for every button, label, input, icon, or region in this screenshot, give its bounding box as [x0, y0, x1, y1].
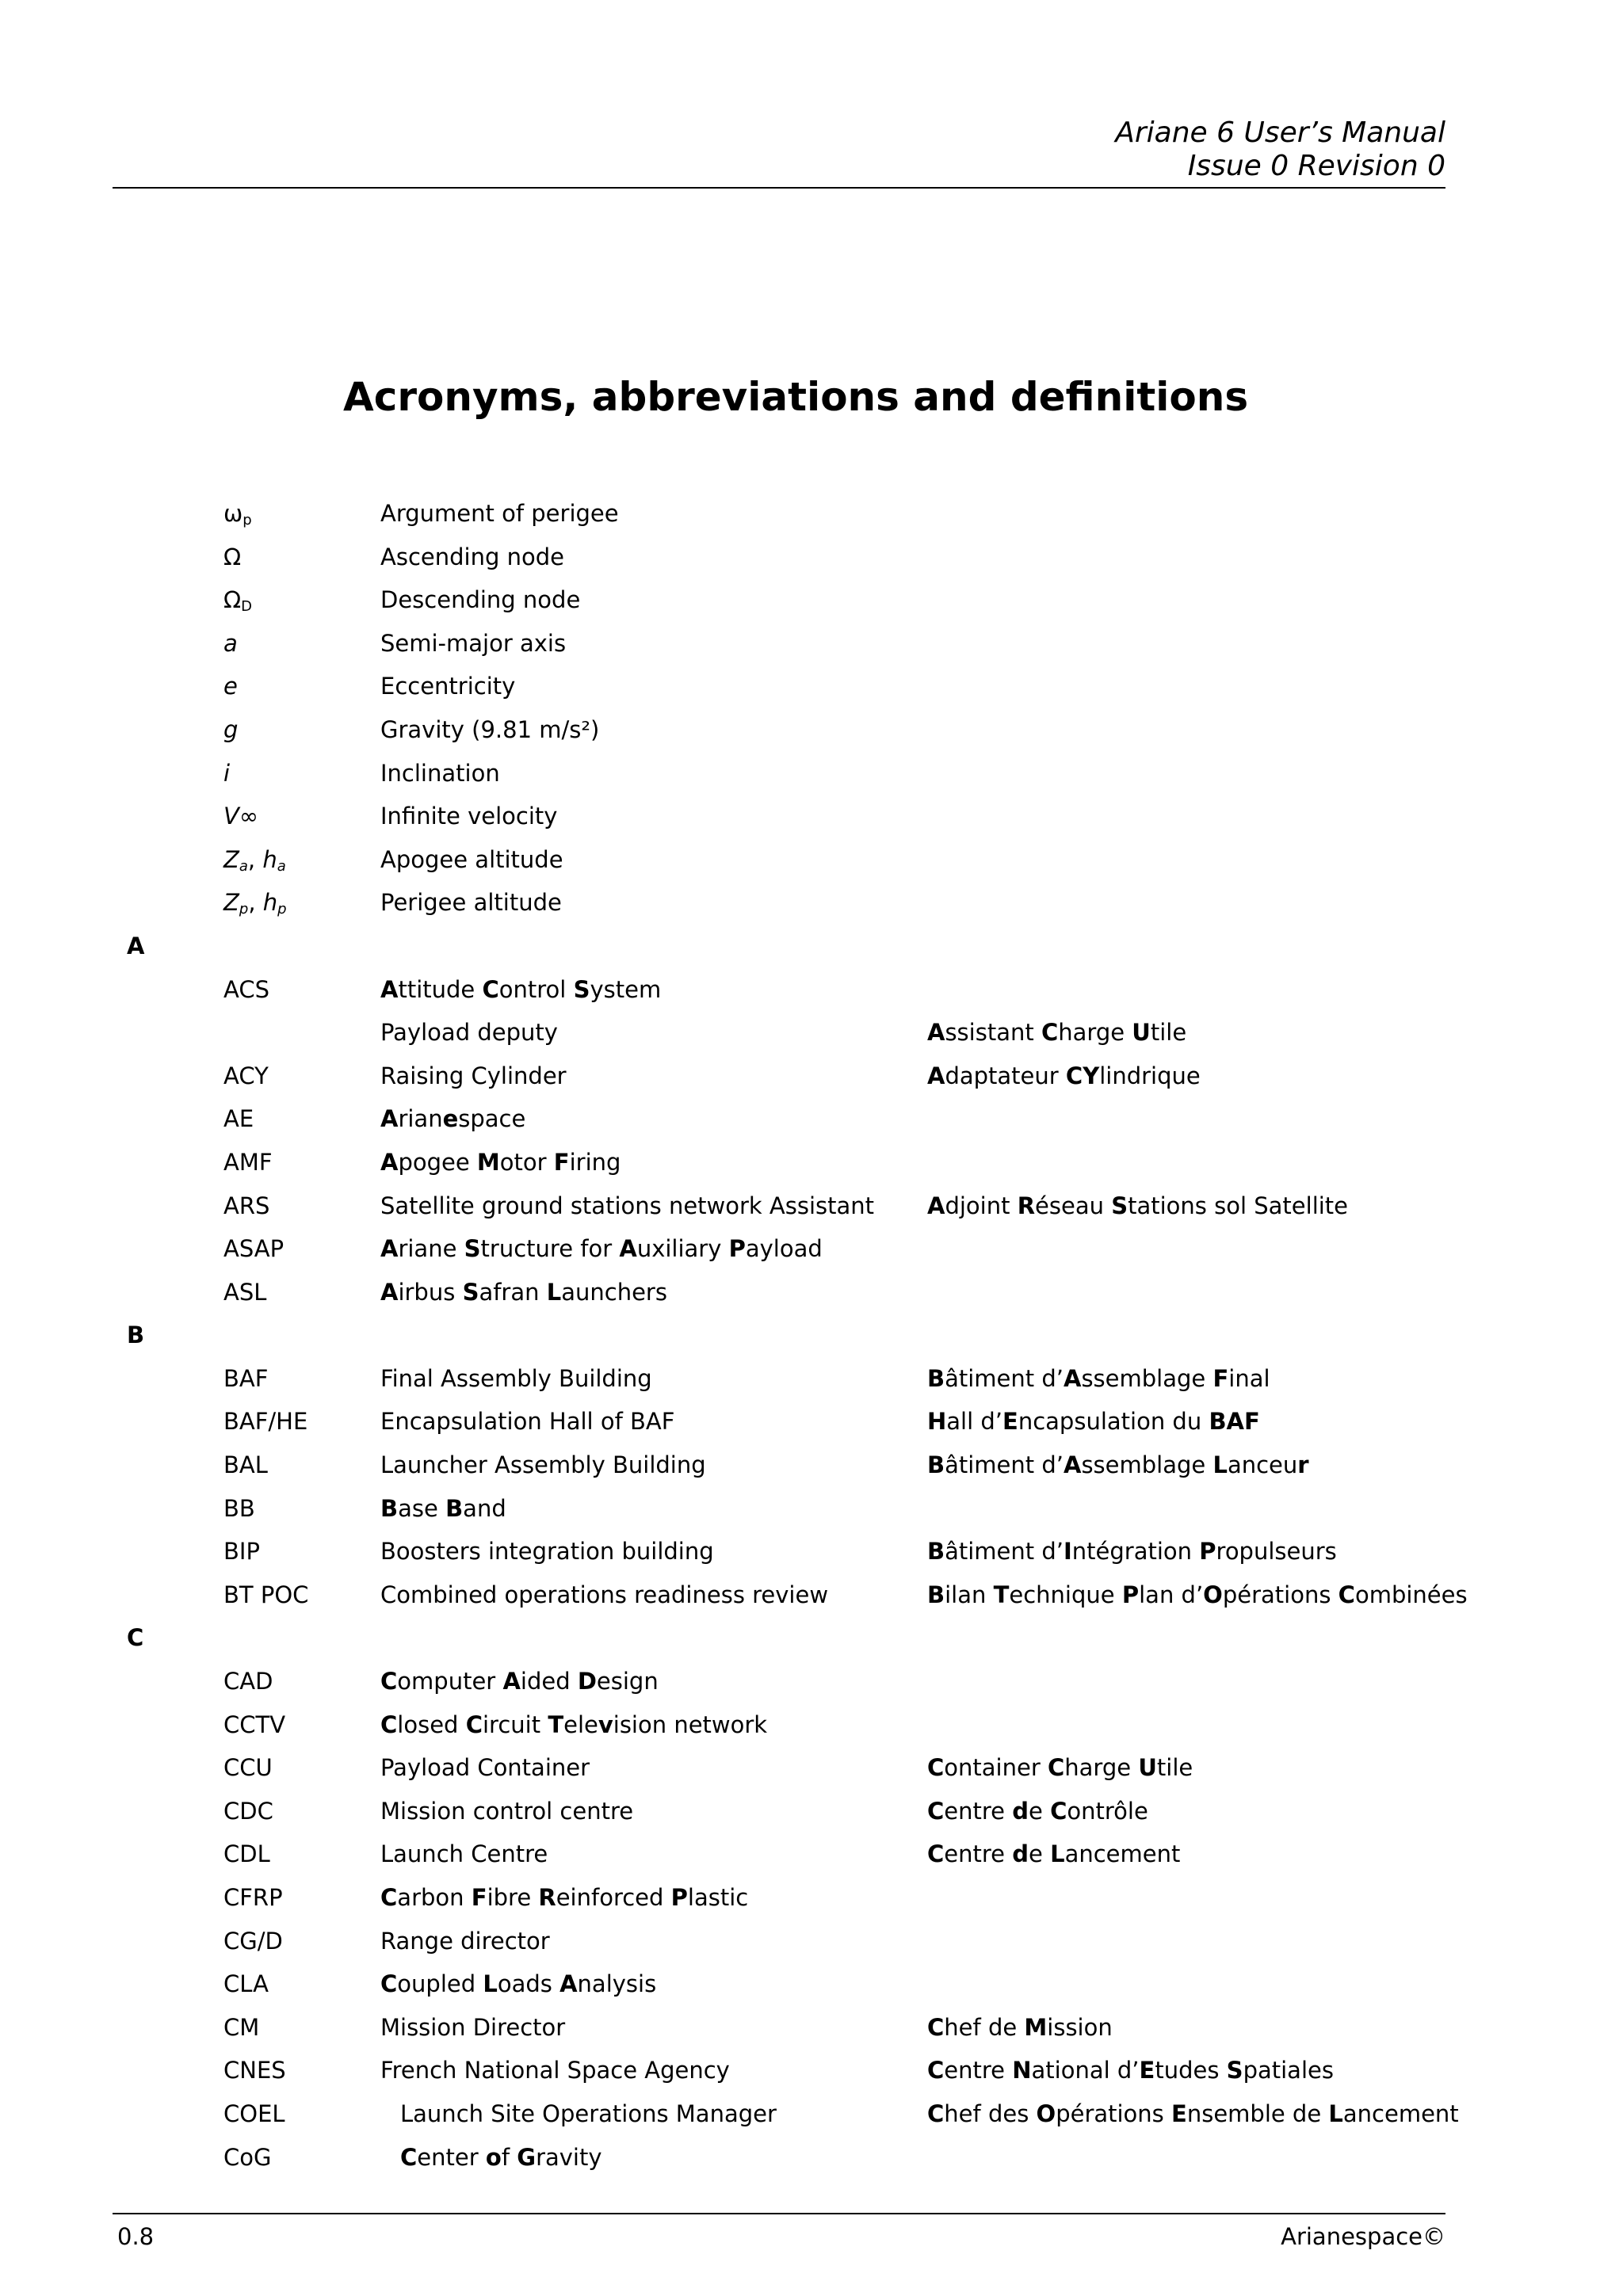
acronym: ASL — [223, 1278, 267, 1306]
english-definition: Ariane Structure for Auxiliary Payload — [380, 1235, 823, 1263]
acronym-row — [0, 1920, 1623, 1963]
acronym-row — [0, 1573, 1623, 1617]
symbol-row — [0, 752, 1623, 795]
symbol: Ω — [223, 543, 242, 570]
acronym-row — [0, 1271, 1623, 1314]
english-definition: Arianespace — [380, 1105, 526, 1133]
acronym-list — [0, 492, 1623, 2179]
symbol-row — [0, 622, 1623, 666]
symbol-row — [0, 665, 1623, 708]
english-definition: Payload Container — [380, 1754, 590, 1782]
symbol-definition: Perigee altitude — [380, 889, 562, 917]
acronym-row — [0, 1184, 1623, 1228]
english-definition: Launcher Assembly Building — [380, 1451, 706, 1479]
symbol-definition: Infinite velocity — [380, 803, 558, 830]
symbol-row — [0, 795, 1623, 838]
page-title: Acronyms, abbreviations and definitions — [343, 374, 1249, 420]
english-definition: Boosters integration building — [380, 1538, 714, 1566]
french-definition: Adjoint Réseau Stations sol Satellite — [927, 1192, 1349, 1219]
acronym-row — [0, 968, 1623, 1012]
acronym-row — [0, 1790, 1623, 1833]
acronym-row — [0, 2006, 1623, 2050]
acronym: COEL — [223, 2100, 285, 2127]
english-definition: Closed Circuit Television network — [380, 1711, 768, 1738]
acronym-row — [0, 1357, 1623, 1401]
acronym-row — [0, 1400, 1623, 1444]
section-letter: B — [127, 1322, 145, 1349]
symbol: $\Omega_D$ — [223, 586, 253, 616]
symbol: g — [223, 715, 239, 743]
acronym-row — [0, 1660, 1623, 1703]
english-definition: Raising Cylinder — [380, 1062, 567, 1089]
symbol-definition: Semi-major axis — [380, 629, 567, 657]
english-definition: Satellite ground stations network Assistant — [380, 1192, 875, 1219]
french-definition: Bâtiment d’Intégration Propulseurs — [927, 1538, 1337, 1566]
english-definition: Payload deputy — [380, 1019, 558, 1047]
english-definition: Computer Aided Design — [380, 1668, 659, 1695]
symbol-definition: Eccentricity — [380, 673, 516, 700]
english-definition: Base Band — [380, 1494, 506, 1522]
symbol: $\omega_p$ — [223, 500, 252, 528]
section-letter-row — [0, 1616, 1623, 1660]
acronym: AMF — [223, 1148, 273, 1176]
acronym-row — [0, 1055, 1623, 1098]
header-issue-revision: Issue 0 Revision 0 — [1187, 150, 1445, 182]
english-definition: Carbon Fibre Reinforced Plastic — [380, 1884, 749, 1911]
english-definition: Range director — [380, 1927, 550, 1955]
footer-company: Arianespace© — [1281, 2223, 1445, 2250]
page-header — [113, 113, 1445, 189]
acronym-row — [0, 1011, 1623, 1055]
acronym-row — [0, 1746, 1623, 1790]
english-definition: Launch Site Operations Manager — [400, 2100, 777, 2127]
english-definition: Final Assembly Building — [380, 1364, 652, 1392]
french-definition: Hall d’Encapsulation du BAF — [927, 1408, 1260, 1436]
acronym: CFRP — [223, 1884, 283, 1911]
acronym: CDC — [223, 1797, 273, 1825]
english-definition: Mission Director — [380, 2013, 566, 2041]
acronym-row — [0, 2136, 1623, 2180]
symbol-row — [0, 536, 1623, 579]
english-definition: Center of Gravity — [400, 2143, 602, 2171]
acronym: CCU — [223, 1754, 273, 1782]
symbol: $Z_p$, $h_p$ — [223, 889, 287, 918]
french-definition: Bilan Technique Plan d’Opérations Combinées — [927, 1581, 1468, 1608]
acronym: ACS — [223, 975, 269, 1003]
acronym-row — [0, 1703, 1623, 1747]
french-definition: Chef de Mission — [927, 2013, 1113, 2041]
acronym: BB — [223, 1494, 255, 1522]
acronym: CLA — [223, 1970, 269, 1998]
english-definition: Encapsulation Hall of BAF — [380, 1408, 675, 1436]
acronym-row — [0, 1833, 1623, 1876]
acronym: CM — [223, 2013, 260, 2041]
acronym-row — [0, 1487, 1623, 1531]
section-letter: C — [127, 1624, 144, 1652]
english-definition: Coupled Loads Analysis — [380, 1970, 657, 1998]
acronym: BAF/HE — [223, 1408, 308, 1436]
english-definition: Apogee Motor Firing — [380, 1148, 621, 1176]
symbol: V∞ — [223, 803, 258, 830]
french-definition: Centre de Contrôle — [927, 1797, 1148, 1825]
header-document-title: Ariane 6 User’s Manual — [1115, 116, 1445, 149]
english-definition: French National Space Agency — [380, 2057, 730, 2084]
acronym-row — [0, 1097, 1623, 1141]
acronym: CDL — [223, 1840, 270, 1868]
symbol: $Z_a$, $h_a$ — [223, 845, 286, 875]
acronym: CG/D — [223, 1927, 283, 1955]
symbol-row — [0, 492, 1623, 536]
acronym-row — [0, 1444, 1623, 1487]
french-definition: Chef des Opérations Ensemble de Lancement — [927, 2100, 1459, 2127]
symbol-row — [0, 838, 1623, 882]
french-definition: Centre National d’Etudes Spatiales — [927, 2057, 1334, 2084]
french-definition: Assistant Charge Utile — [927, 1019, 1187, 1047]
symbol-row — [0, 708, 1623, 752]
symbol: a — [223, 629, 238, 657]
acronym: ASAP — [223, 1235, 285, 1263]
symbol-row — [0, 881, 1623, 925]
acronym: ACY — [223, 1062, 269, 1089]
symbol: i — [223, 759, 231, 787]
french-definition: Bâtiment d’Assemblage Final — [927, 1364, 1270, 1392]
section-letter-row — [0, 925, 1623, 968]
french-definition: Bâtiment d’Assemblage Lanceur — [927, 1451, 1309, 1479]
symbol-definition: Descending node — [380, 586, 581, 614]
english-definition: Combined operations readiness review — [380, 1581, 829, 1608]
english-definition: Launch Centre — [380, 1840, 548, 1868]
page-number: 0.8 — [117, 2223, 155, 2250]
symbol-definition: Inclination — [380, 759, 500, 787]
english-definition: Attitude Control System — [380, 975, 662, 1003]
acronym-row — [0, 2049, 1623, 2092]
acronym-row — [0, 1530, 1623, 1573]
symbol-definition: Apogee altitude — [380, 845, 563, 873]
acronym-row — [0, 1962, 1623, 2006]
acronym: CAD — [223, 1668, 273, 1695]
acronym: BT POC — [223, 1581, 309, 1608]
acronym-row — [0, 2092, 1623, 2136]
page-footer — [113, 2213, 1445, 2250]
symbol-definition: Argument of perigee — [380, 500, 619, 527]
french-definition: Adaptateur CYlindrique — [927, 1062, 1201, 1089]
acronym: ARS — [223, 1192, 270, 1219]
acronym: AE — [223, 1105, 254, 1133]
french-definition: Centre de Lancement — [927, 1840, 1181, 1868]
acronym: CCTV — [223, 1711, 286, 1738]
acronym: BAL — [223, 1451, 268, 1479]
acronym: CoG — [223, 2143, 272, 2171]
symbol-definition: Ascending node — [380, 543, 564, 570]
symbol: e — [223, 673, 238, 700]
acronym-row — [0, 1876, 1623, 1920]
section-letter-row — [0, 1314, 1623, 1357]
symbol-definition: Gravity (9.81 m/s²) — [380, 715, 600, 743]
acronym: BAF — [223, 1364, 269, 1392]
french-definition: Container Charge Utile — [927, 1754, 1193, 1782]
acronym-row — [0, 1227, 1623, 1271]
acronym: CNES — [223, 2057, 286, 2084]
english-definition: Mission control centre — [380, 1797, 634, 1825]
acronym: BIP — [223, 1538, 260, 1566]
acronym-row — [0, 1141, 1623, 1184]
english-definition: Airbus Safran Launchers — [380, 1278, 667, 1306]
symbol-row — [0, 578, 1623, 622]
section-letter: A — [127, 932, 145, 959]
